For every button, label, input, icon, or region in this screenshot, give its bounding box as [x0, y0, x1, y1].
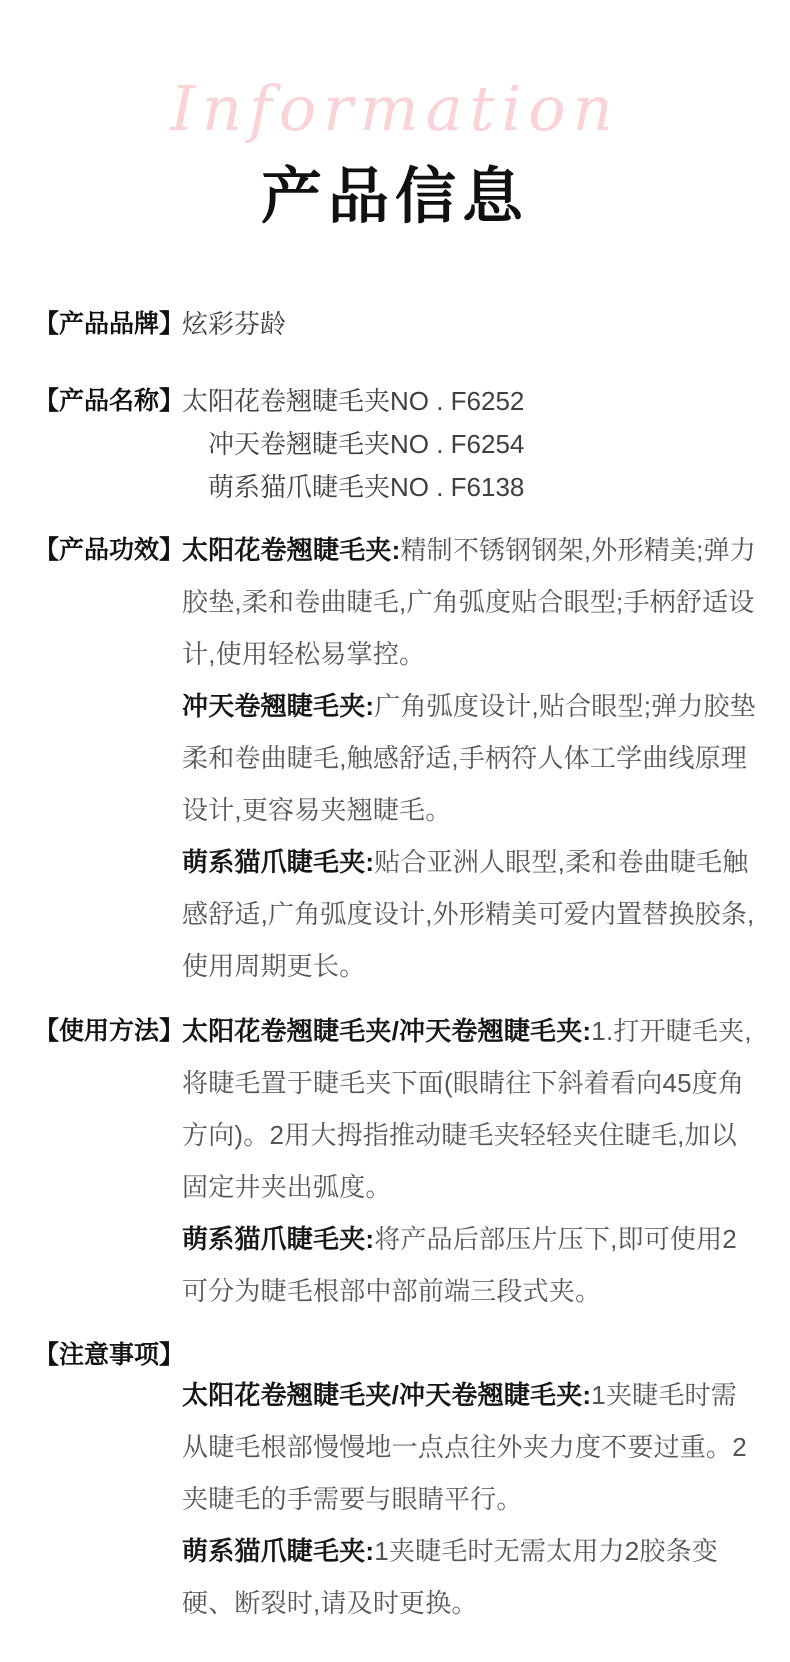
paragraph-text: 1夹睫毛时需从睫毛根部慢慢地一点点往外夹力度不要过重。2夹睫毛的手需要与眼睛平行。: [182, 1380, 747, 1514]
product-name-line: 萌系猫爪睫毛夹NO . F6138: [208, 472, 525, 502]
product-name-prefix: 萌系猫爪睫毛夹:: [182, 1224, 375, 1254]
section-usage-method: [0, 1005, 790, 1317]
efficacy-text: [182, 524, 762, 992]
precaution-paragraph: [182, 1369, 762, 1525]
product-name-prefix: 太阳花卷翘睫毛夹:: [182, 535, 401, 565]
section-label-names: 【产品名称】: [34, 387, 185, 415]
section-precautions: [0, 1340, 790, 1629]
product-name-line: 冲天卷翘睫毛夹NO . F6254: [208, 429, 525, 459]
usage-paragraph: [182, 1213, 762, 1317]
paragraph-text: 广角弧度设计,贴合眼型;弹力胶垫柔和卷曲睫毛,触感舒适,手柄符人体工学曲线原理设计,更容易夹翘睫毛。: [182, 691, 756, 825]
section-product-brand: [0, 306, 790, 342]
product-name-prefix: 太阳花卷翘睫毛夹/冲天卷翘睫毛夹:: [182, 1380, 592, 1410]
section-label-efficacy: 【产品功效】: [34, 536, 185, 564]
section-label-brand: 【产品品牌】: [34, 310, 185, 338]
product-name-prefix: 太阳花卷翘睫毛夹/冲天卷翘睫毛夹:: [182, 1016, 592, 1046]
product-name-prefix: 萌系猫爪睫毛夹:: [182, 847, 375, 877]
product-name-line: 太阳花卷翘睫毛夹NO . F6252: [182, 386, 525, 416]
section-product-efficacy: [0, 524, 790, 992]
section-label-usage: 【使用方法】: [34, 1017, 185, 1045]
page-title: 产品信息: [260, 162, 529, 230]
paragraph-text: 精制不锈钢钢架,外形精美;弹力胶垫,柔和卷曲睫毛,广角弧度贴合眼型;手柄舒适设计,使用轻松易掌控。: [182, 535, 756, 669]
product-name-prefix: 冲天卷翘睫毛夹:: [182, 691, 375, 721]
efficacy-paragraph: [182, 524, 762, 680]
product-name-list: [182, 380, 762, 509]
decorative-script-heading: Information: [170, 72, 620, 145]
brand-value: 炫彩芬龄: [182, 309, 287, 339]
usage-paragraph: [182, 1005, 762, 1213]
paragraph-text: 贴合亚洲人眼型,柔和卷曲睫毛触感舒适,广角弧度设计,外形精美可爱内置替换胶条,使用周期更长。: [182, 847, 755, 981]
section-label-precautions: 【注意事项】: [34, 1341, 185, 1369]
paragraph-text: 1.打开睫毛夹,将睫毛置于睫毛夹下面(眼睛往下斜着看向45度角方向)。2用大拇指推动睫毛夹轻轻夹住睫毛,加以固定井夹出弧度。: [182, 1016, 752, 1202]
paragraph-text: 将产品后部压片压下,即可使用2可分为睫毛根部中部前端三段式夹。: [182, 1224, 737, 1306]
product-name-prefix: 萌系猫爪睫毛夹:: [182, 1536, 375, 1566]
precautions-text: [182, 1340, 762, 1629]
efficacy-paragraph: [182, 836, 762, 992]
paragraph-text: 1夹睫毛时无需太用力2胶条变硬、断裂时,请及时更换。: [182, 1536, 718, 1618]
efficacy-paragraph: [182, 680, 762, 836]
usage-text: [182, 1005, 762, 1317]
section-product-names: [0, 380, 790, 509]
precaution-paragraph: [182, 1525, 762, 1629]
